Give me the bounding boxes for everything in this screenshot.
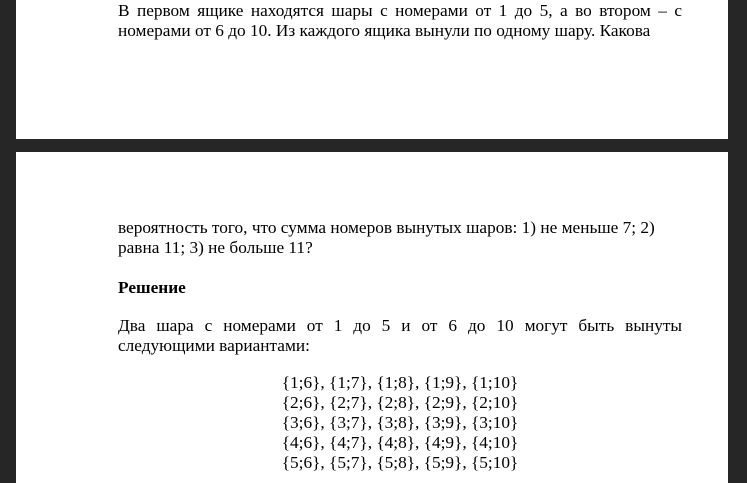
combinations-list xyxy=(118,373,682,473)
combination-row: {4;6}, {4;7}, {4;8}, {4;9}, {4;10} xyxy=(281,433,519,452)
document-page-bottom xyxy=(16,152,728,483)
document-page-top xyxy=(16,0,728,139)
combination-row: {2;6}, {2;7}, {2;8}, {2;9}, {2;10} xyxy=(281,393,519,412)
solution-heading: Решение xyxy=(118,278,186,297)
problem-statement-continuation: вероятность того, что сумма номеров вынутых шаров: 1) не меньше 7; 2) равна 11; 3) не больше 11? xyxy=(118,218,655,257)
problem-statement-paragraph: В первом ящике находятся шары с номерами от 1 до 5, а во втором – с номерами от 6 до 10. Из каждого ящика вынули по одному шару. Какова xyxy=(118,1,682,40)
combination-row: {1;6}, {1;7}, {1;8}, {1;9}, {1;10} xyxy=(281,373,519,392)
combination-row: {5;6}, {5;7}, {5;8}, {5;9}, {5;10} xyxy=(281,453,519,472)
combination-row: {3;6}, {3;7}, {3;8}, {3;9}, {3;10} xyxy=(281,413,519,432)
solution-paragraph: Два шара с номерами от 1 до 5 и от 6 до 10 могут быть вынуты следующими вариантами: xyxy=(118,316,682,355)
